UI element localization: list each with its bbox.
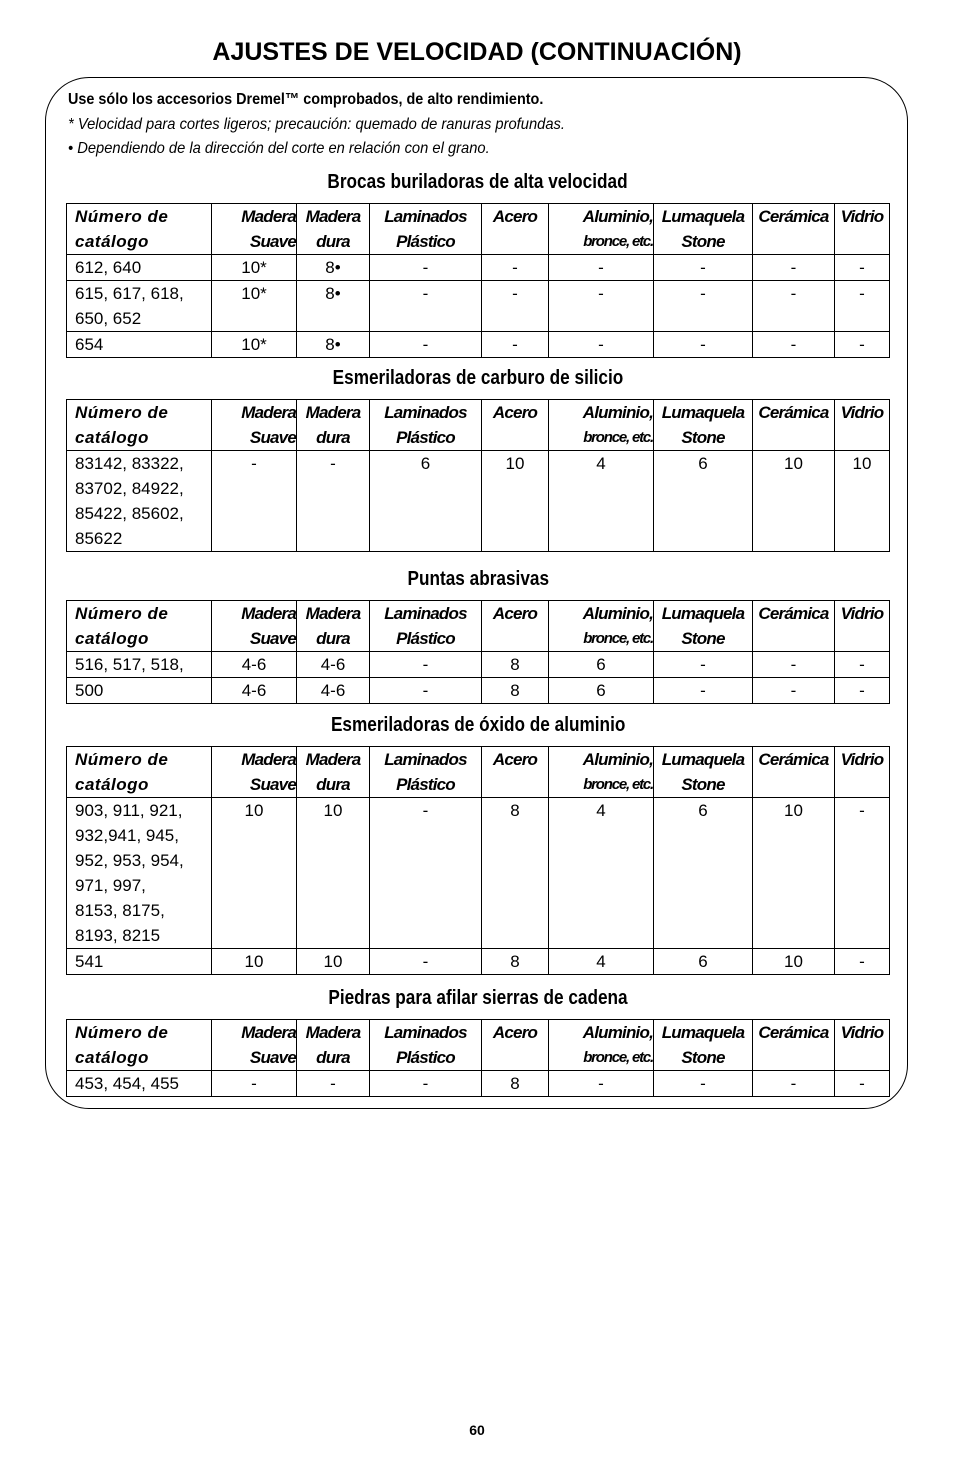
header-hard-wood: Madera dura [297, 601, 370, 652]
page-number: 60 [469, 1422, 485, 1438]
header-soft-wood: Madera Suave [212, 1020, 297, 1071]
value-cell: 10 [835, 451, 890, 552]
value-cell: - [549, 1071, 654, 1097]
header-laminates: Laminados Plástico [370, 601, 482, 652]
value-cell: - [482, 255, 549, 281]
value-cell: - [835, 281, 890, 332]
header-aluminum: Aluminio, bronce, etc. [549, 747, 654, 798]
header-catalog: Número de catálogo [67, 747, 212, 798]
value-cell: 6 [370, 451, 482, 552]
section-title: Piedras para afilar sierras de cadena [328, 987, 628, 1009]
header-catalog: Número de catálogo [67, 400, 212, 451]
header-steel: Acero [482, 1020, 549, 1071]
header-hard-wood: Madera dura [297, 1020, 370, 1071]
header-aluminum: Aluminio, bronce, etc. [549, 204, 654, 255]
value-cell: 8• [297, 281, 370, 332]
header-catalog: Número de catálogo [67, 204, 212, 255]
value-cell: - [753, 1071, 835, 1097]
value-cell: - [753, 332, 835, 358]
value-cell: - [212, 451, 297, 552]
value-cell: - [370, 798, 482, 949]
header-laminates: Laminados Plástico [370, 400, 482, 451]
value-cell: 10* [212, 332, 297, 358]
header-row [67, 747, 890, 798]
value-cell: 10 [753, 798, 835, 949]
header-ceramic: Cerámica [753, 601, 835, 652]
header-shell-stone: Lumaquela Stone [654, 204, 753, 255]
header-shell-stone: Lumaquela Stone [654, 601, 753, 652]
value-cell: - [370, 332, 482, 358]
header-shell-stone: Lumaquela Stone [654, 1020, 753, 1071]
catalog-cell: 453, 454, 455 [67, 1071, 212, 1097]
value-cell: - [482, 332, 549, 358]
value-cell: 10* [212, 255, 297, 281]
value-cell: - [370, 678, 482, 704]
value-cell: - [753, 652, 835, 678]
value-cell: 4 [549, 798, 654, 949]
value-cell: 10 [482, 451, 549, 552]
header-ceramic: Cerámica [753, 1020, 835, 1071]
value-cell: - [297, 1071, 370, 1097]
section-title: Esmeriladoras de carburo de silicio [332, 367, 624, 389]
value-cell: - [370, 281, 482, 332]
value-cell: - [654, 652, 753, 678]
catalog-cell: 541 [67, 949, 212, 975]
value-cell: - [370, 1071, 482, 1097]
header-row [67, 1020, 890, 1071]
value-cell: 8 [482, 678, 549, 704]
header-aluminum: Aluminio, bronce, etc. [549, 601, 654, 652]
header-laminates: Laminados Plástico [370, 1020, 482, 1071]
value-cell: - [549, 332, 654, 358]
table-row [67, 1071, 890, 1097]
value-cell: - [654, 255, 753, 281]
asterisk-note: * Velocidad para cortes ligeros; precaución: quemado de ranuras profundas. [68, 116, 565, 133]
value-cell: - [835, 255, 890, 281]
value-cell: 4-6 [212, 678, 297, 704]
value-cell: 6 [549, 652, 654, 678]
value-cell: 8 [482, 949, 549, 975]
table-row [67, 949, 890, 975]
catalog-cell: 83142, 83322, 83702, 84922, 85422, 85602, 85622 [67, 451, 212, 552]
catalog-cell: 612, 640 [67, 255, 212, 281]
value-cell: - [753, 678, 835, 704]
table-row [67, 451, 890, 552]
value-cell: 6 [654, 949, 753, 975]
value-cell: 8 [482, 652, 549, 678]
table-row [67, 281, 890, 332]
value-cell: - [654, 1071, 753, 1097]
value-cell: 6 [654, 798, 753, 949]
value-cell: - [654, 281, 753, 332]
header-hard-wood: Madera dura [297, 400, 370, 451]
value-cell: 10 [212, 798, 297, 949]
speed-table-abrasive-points [66, 600, 890, 704]
value-cell: - [835, 798, 890, 949]
value-cell: 8• [297, 332, 370, 358]
header-soft-wood: Madera Suave [212, 747, 297, 798]
header-catalog: Número de catálogo [67, 601, 212, 652]
value-cell: 4-6 [297, 678, 370, 704]
speed-table-silicon-carbide [66, 399, 890, 552]
value-cell: - [835, 652, 890, 678]
header-hard-wood: Madera dura [297, 204, 370, 255]
value-cell: 8 [482, 1071, 549, 1097]
value-cell: - [835, 332, 890, 358]
page-title: AJUSTES DE VELOCIDAD (CONTINUACIÓN) [212, 38, 742, 66]
header-hard-wood: Madera dura [297, 747, 370, 798]
header-glass: Vidrio [835, 1020, 890, 1071]
header-steel: Acero [482, 747, 549, 798]
value-cell: - [549, 255, 654, 281]
table-row [67, 652, 890, 678]
value-cell: - [482, 281, 549, 332]
header-row [67, 400, 890, 451]
header-catalog: Número de catálogo [67, 1020, 212, 1071]
value-cell: 10 [753, 949, 835, 975]
header-steel: Acero [482, 601, 549, 652]
value-cell: 6 [549, 678, 654, 704]
value-cell: - [835, 1071, 890, 1097]
header-laminates: Laminados Plástico [370, 204, 482, 255]
value-cell: 10 [297, 949, 370, 975]
header-ceramic: Cerámica [753, 400, 835, 451]
table-row [67, 798, 890, 949]
header-shell-stone: Lumaquela Stone [654, 400, 753, 451]
table-row [67, 255, 890, 281]
value-cell: 10 [212, 949, 297, 975]
header-glass: Vidrio [835, 601, 890, 652]
section-title: Brocas buriladoras de alta velocidad [327, 171, 629, 193]
header-row [67, 601, 890, 652]
header-steel: Acero [482, 400, 549, 451]
header-ceramic: Cerámica [753, 204, 835, 255]
header-row [67, 204, 890, 255]
header-aluminum: Aluminio, bronce, etc. [549, 1020, 654, 1071]
catalog-cell: 903, 911, 921, 932,941, 945, 952, 953, 954, 971, 997, 8153, 8175, 8193, 8215 [67, 798, 212, 949]
table-row [67, 678, 890, 704]
value-cell: 4 [549, 949, 654, 975]
value-cell: - [753, 255, 835, 281]
value-cell: - [753, 281, 835, 332]
header-soft-wood: Madera Suave [212, 400, 297, 451]
speed-table-aluminum-oxide [66, 746, 890, 975]
value-cell: - [370, 255, 482, 281]
header-shell-stone: Lumaquela Stone [654, 747, 753, 798]
value-cell: - [212, 1071, 297, 1097]
catalog-cell: 516, 517, 518, [67, 652, 212, 678]
table-row [67, 332, 890, 358]
value-cell: - [835, 949, 890, 975]
value-cell: - [835, 678, 890, 704]
header-steel: Acero [482, 204, 549, 255]
header-glass: Vidrio [835, 747, 890, 798]
value-cell: - [297, 451, 370, 552]
speed-table-chain-saw-sharpening [66, 1019, 890, 1097]
value-cell: 10 [753, 451, 835, 552]
value-cell: 10 [297, 798, 370, 949]
value-cell: - [370, 949, 482, 975]
value-cell: - [654, 678, 753, 704]
header-ceramic: Cerámica [753, 747, 835, 798]
catalog-cell: 654 [67, 332, 212, 358]
header-aluminum: Aluminio, bronce, etc. [549, 400, 654, 451]
value-cell: 6 [654, 451, 753, 552]
header-glass: Vidrio [835, 400, 890, 451]
value-cell: 4-6 [297, 652, 370, 678]
header-soft-wood: Madera Suave [212, 601, 297, 652]
value-cell: 8• [297, 255, 370, 281]
value-cell: 10* [212, 281, 297, 332]
value-cell: - [549, 281, 654, 332]
header-glass: Vidrio [835, 204, 890, 255]
value-cell: 8 [482, 798, 549, 949]
value-cell: - [370, 652, 482, 678]
value-cell: 4 [549, 451, 654, 552]
value-cell: 4-6 [212, 652, 297, 678]
section-title: Puntas abrasivas [407, 568, 549, 590]
header-laminates: Laminados Plástico [370, 747, 482, 798]
catalog-cell: 500 [67, 678, 212, 704]
header-soft-wood: Madera Suave [212, 204, 297, 255]
value-cell: - [654, 332, 753, 358]
bullet-note: • Dependiendo de la dirección del corte en relación con el grano. [68, 140, 490, 157]
catalog-cell: 615, 617, 618, 650, 652 [67, 281, 212, 332]
speed-table-hss-cutters [66, 203, 890, 358]
accessory-note: Use sólo los accesorios Dremel™ comprobados, de alto rendimiento. [68, 91, 544, 108]
section-title: Esmeriladoras de óxido de aluminio [330, 714, 626, 736]
